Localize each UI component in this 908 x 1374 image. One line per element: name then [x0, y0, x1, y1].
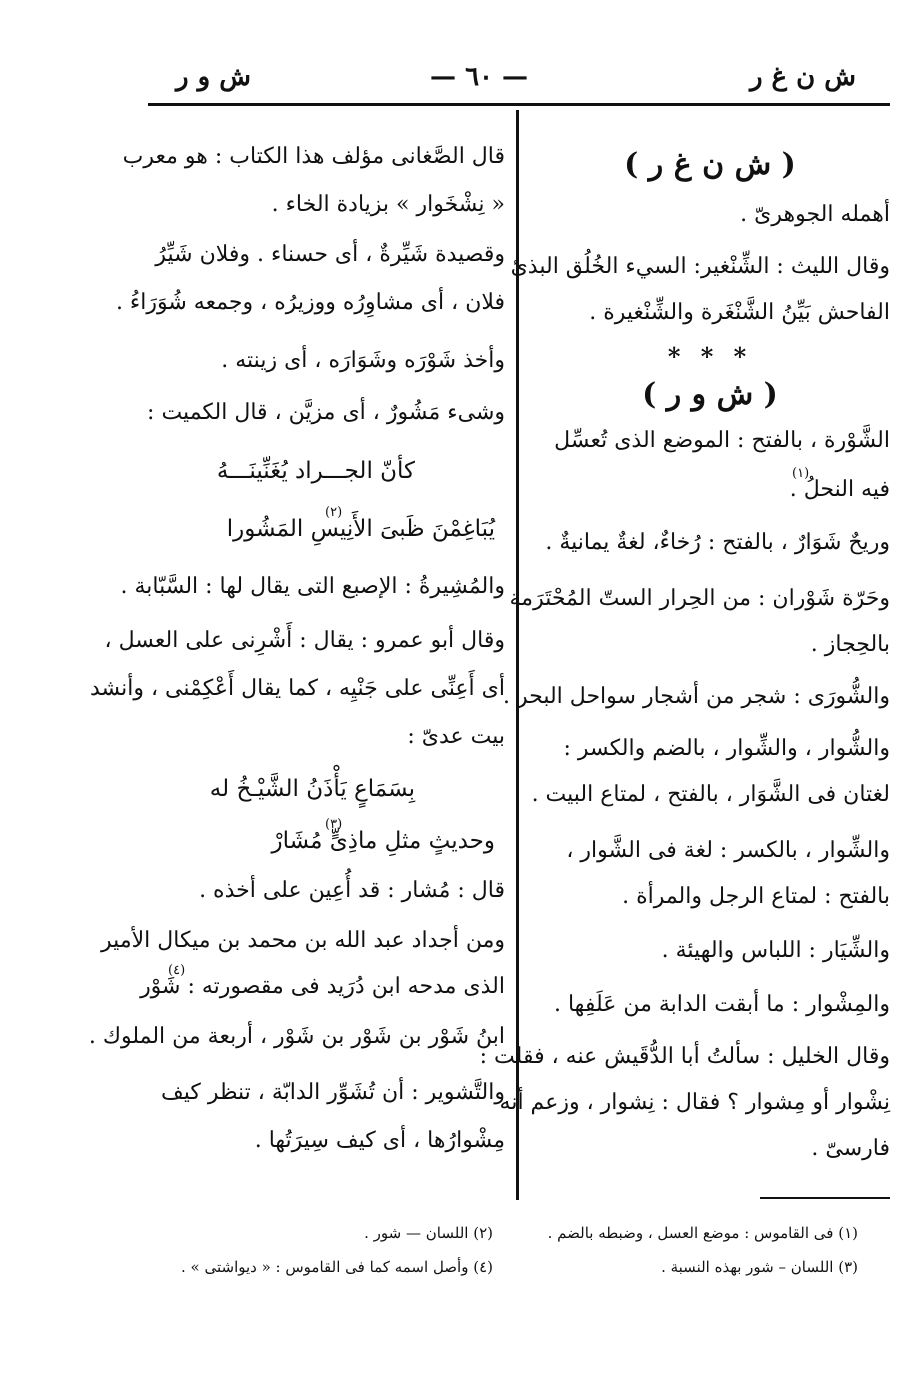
text-line: والمُشِيرةُ : الإصبع التى يقال لها : السَّبّابة . — [120, 574, 505, 599]
verse-line: بِسَمَاعٍ يَأْذَنُ الشَّيْـخُ له — [209, 776, 415, 802]
footnote-1: (١) فى القاموس : موضع العسل ، وضبطه بالضم . — [547, 1224, 858, 1242]
text-line: وقال الليث : الشِّنْغير: السيء الخُلُق البذئ — [510, 254, 890, 279]
text-line: أى أَعِنِّى على جَنْيِه ، كما يقال أَعْكِمْنى ، وأنشد — [89, 676, 505, 701]
running-head-left: ش و ر — [176, 62, 251, 92]
text-line: وأخذ شَوْرَه وشَوَارَه ، أى زينته . — [221, 348, 505, 373]
text-line: الشَّوْرة ، بالفتح : الموضع الذى تُعسِّل — [554, 428, 890, 453]
text-line: لغتان فى الشَّوَار ، بالفتح ، لمتاع البيت . — [531, 782, 890, 807]
text-line: بالحِجاز . — [810, 632, 890, 657]
footnote-2: (٢) اللسان — شور . — [364, 1224, 493, 1242]
text-line: والتَّشوير : أن تُشَوِّر الدابّة ، تنظر كيف — [160, 1080, 505, 1105]
text-line: والشِّيَار : اللباس والهيئة . — [661, 938, 890, 963]
text-line: وقال الخليل : سألتُ أبا الدُّقَيش عنه ، فقلت : — [479, 1044, 890, 1069]
footnote-3: (٣) اللسان – شور بهذه النسبة . — [661, 1258, 858, 1276]
section-separator: * * * — [667, 342, 753, 371]
footnote-4: (٤) وأصل اسمه كما فى القاموس : « ديواشتى » . — [180, 1258, 493, 1276]
page-number: — ٦٠ — — [430, 62, 529, 92]
text-line: والشُّورَى : شجر من أشجار سواحل البحر . — [503, 684, 890, 709]
text-line: فلان ، أى مشاوِرُه ووزيرُه ، وجمعه شُوَرَاءُ . — [115, 290, 505, 315]
text-line: فيه النحلُ . — [789, 477, 890, 502]
text-line: بالفتح : لمتاع الرجل والمرأة . — [622, 884, 890, 909]
footnote-marker: (٤) — [168, 963, 186, 978]
text-line: وقال أبو عمرو : يقال : أَشْرِنى على العسل ، — [104, 628, 505, 653]
verse-line: وحديثٍ مثلِ ماذِىٍّ مُشَارْ — [271, 828, 495, 854]
entry-heading: ( ش ن غ ر ) — [624, 147, 796, 182]
text-line: الذى مدحه ابن دُرَيد فى مقصورته : شَوْر — [140, 974, 505, 999]
text-line: الفاحش بَيِّنُ الشَّنْغَرة والشِّنْغيرة . — [589, 300, 890, 325]
verse-line: يُبَاغِمْنَ ظَبىَ الأَنِيسِ المَشُورا — [226, 516, 495, 542]
footnote-marker: (٢) — [325, 505, 343, 520]
text-line: والشِّوار ، بالكسر : لغة فى الشَّوار ، — [566, 838, 890, 863]
text-line: قال : مُشار : قد أُعِين على أخذه . — [199, 878, 505, 903]
text-line: « نِشْخَوار » بزيادة الخاء . — [271, 192, 505, 217]
verse-line: كأنّ الجـــراد يُغَنِّينَـــهُ — [216, 458, 415, 484]
text-line: وريحٌ شَوَارٌ ، بالفتح : رُخاءٌ، لغةٌ يمانيةٌ . — [545, 530, 890, 555]
text-line: ومن أجداد عبد الله بن محمد بن ميكال الأمير — [101, 928, 505, 953]
text-line: فارسىّ . — [811, 1136, 890, 1161]
text-line: نِشْوار أو مِشوار ؟ فقال : نِشوار ، وزعم أنه — [499, 1090, 890, 1115]
text-line: وحَرّة شَوْران : من الحِرار الستّ المُحْتَرَمة — [509, 586, 890, 611]
text-line: والشُّوار ، والشِّوار ، بالضم والكسر : — [563, 736, 890, 761]
text-line: أهمله الجوهرىّ . — [740, 202, 890, 227]
header-rule — [148, 103, 890, 106]
text-line: والمِشْوار : ما أبقت الدابة من عَلَفِها . — [553, 992, 890, 1017]
text-line: قال الصَّغانى مؤلف هذا الكتاب : هو معرب — [122, 144, 505, 169]
text-line: وشىء مَشُورٌ ، أى مزيَّن ، قال الكميت : — [147, 400, 505, 425]
text-line: بيت عدىّ : — [407, 724, 505, 749]
text-line: ابنُ شَوْر بن شَوْر بن شَوْر ، أربعة من الملوك . — [88, 1024, 505, 1049]
footnote-marker: (١) — [792, 466, 810, 481]
text-line: وقصيدة شَيِّرةٌ ، أى حسناء . وفلان شَيِّرُ — [155, 242, 505, 267]
footnote-marker: (٣) — [325, 817, 343, 832]
footnote-rule — [760, 1197, 890, 1199]
running-head-right: ش ن غ ر — [749, 62, 856, 92]
entry-heading: ( ش و ر ) — [642, 377, 778, 412]
text-line: مِشْوارُها ، أى كيف سِيرَتُها . — [254, 1128, 505, 1153]
